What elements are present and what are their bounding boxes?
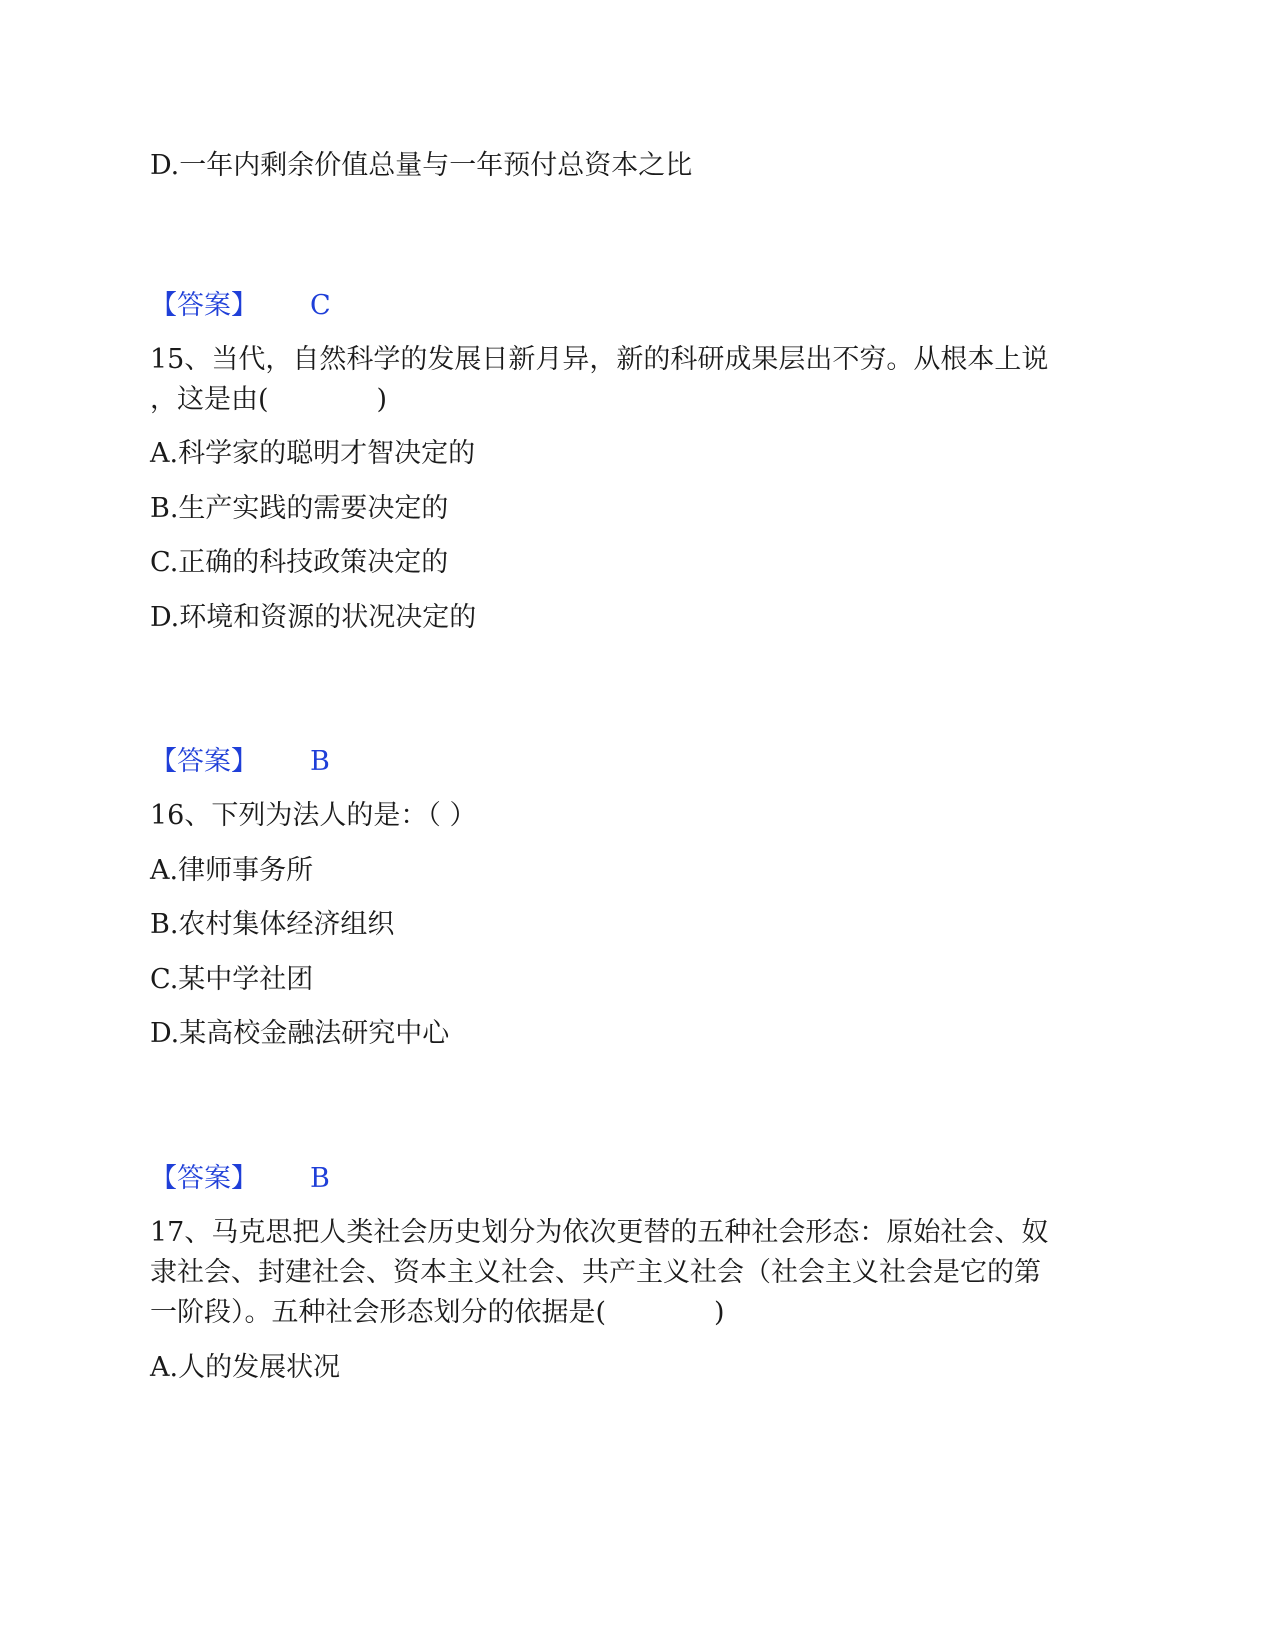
q16-answer — [150, 1159, 330, 1199]
q17-stem-line1: 17、马克思把人类社会历史划分为依次更替的五种社会形态：原始社会、奴 — [150, 1217, 1049, 1248]
q16-stem: 16、下列为法人的是：（ ） — [150, 800, 477, 831]
q15-stem-line1: 15、当代，自然科学的发展日新月异，新的科研成果层出不穷。从根本上说 — [150, 344, 1049, 375]
q17-stem-line2: 隶社会、封建社会、资本主义社会、共产主义社会（社会主义社会是它的第 — [150, 1257, 1041, 1288]
q14-option-d: D.一年内剩余价值总量与一年预付总资本之比 — [150, 150, 693, 181]
q16-option-d: D.某高校金融法研究中心 — [150, 1018, 450, 1049]
q15-stem-line2: ，这是由( ) — [150, 384, 388, 415]
q15-option-c: C.正确的科技政策决定的 — [150, 547, 449, 578]
q17-stem-line3: 一阶段）。五种社会形态划分的依据是( ) — [150, 1297, 725, 1328]
q16-option-b: B.农村集体经济组织 — [150, 909, 395, 940]
q15-answer — [150, 742, 330, 782]
q15-option-b: B.生产实践的需要决定的 — [150, 493, 449, 524]
answer-value: C — [310, 290, 331, 321]
answer-label: 【答案】 — [150, 746, 258, 777]
q16-option-a: A.律师事务所 — [150, 855, 314, 886]
answer-value: B — [310, 746, 330, 777]
answer-value: B — [310, 1163, 330, 1194]
q17-option-a: A.人的发展状况 — [150, 1352, 341, 1383]
q15-option-d: D.环境和资源的状况决定的 — [150, 602, 477, 633]
q14-answer — [150, 286, 331, 326]
q16-option-c: C.某中学社团 — [150, 964, 314, 995]
q15-option-a: A.科学家的聪明才智决定的 — [150, 438, 476, 469]
answer-label: 【答案】 — [150, 1163, 258, 1194]
answer-label: 【答案】 — [150, 290, 258, 321]
